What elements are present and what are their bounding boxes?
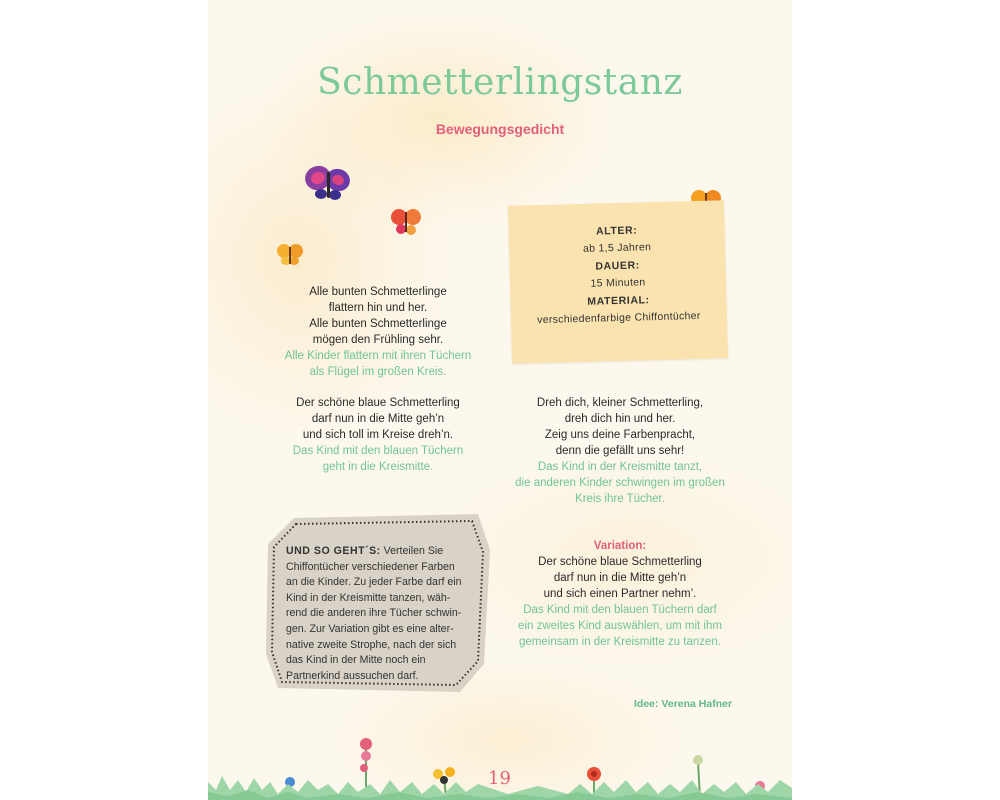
stanza-1 (268, 284, 488, 380)
stanza-3 (500, 395, 740, 507)
page-number: 19 (488, 768, 511, 789)
action-line: geht in die Kreismitte. (322, 461, 434, 473)
action-line: gemeinsam in der Kreismitte zu tanzen. (519, 636, 721, 648)
poem-line: darf nun in die Mitte geh’n (311, 413, 445, 425)
action-line: ein zweites Kind auswählen, um mit ihm (518, 620, 722, 632)
howto-line: Chiffontücher verschiedener Farben (286, 560, 455, 573)
page-subtitle: Bewegungsgedicht (435, 121, 565, 137)
howto-text (286, 544, 470, 684)
poem-line: Alle bunten Schmetterlinge (309, 286, 447, 298)
action-line: die anderen Kinder schwingen im großen (515, 477, 725, 489)
poem-line: und sich toll im Kreise dreh’n. (302, 429, 454, 441)
poem-line: Der schöne blaue Schmetterling (296, 397, 460, 409)
duration-label: DAUER: (595, 259, 640, 273)
howto-line: Partnerkind aussuchen darf. (286, 669, 419, 682)
age-value: ab 1,5 Jahren (582, 241, 652, 255)
credit-line: Idee: Verena Hafner (634, 698, 733, 710)
book-page (208, 0, 792, 800)
poem-line: Alle bunten Schmetterlinge (309, 318, 447, 330)
age-label: ALTER: (595, 224, 638, 238)
howto-line: rend die anderen ihre Tücher schwin- (286, 607, 462, 620)
howto-line: gen. Zur Variation gibt es eine alter- (286, 622, 454, 635)
poem-line: denn die gefällt uns sehr! (555, 445, 685, 457)
butterfly-purple-icon (304, 162, 354, 206)
material-value: verschiedenfarbige Chiffontücher (537, 309, 701, 327)
material-label: MATERIAL: (587, 294, 650, 308)
poem-line: dreh dich hin und her. (564, 413, 676, 425)
poem-line: Dreh dich, kleiner Schmetterling, (536, 397, 704, 409)
poem-line: mögen den Frühling sehr. (312, 334, 444, 346)
howto-line: an die Kinder. Zu jeder Farbe darf ein (286, 576, 462, 589)
poem-line: Der schöne blaue Schmetterling (538, 556, 702, 568)
howto-line: Verteilen Sie (380, 545, 444, 557)
howto-box (264, 514, 492, 694)
poem-line: Zeig uns deine Farbenpracht, (544, 429, 696, 441)
butterfly-red-icon (390, 206, 422, 238)
action-line: als Flügel im großen Kreis. (309, 366, 447, 378)
variation-label: Variation: (593, 540, 647, 552)
page-title: Schmetterlingstanz (317, 62, 683, 103)
stanza-2 (268, 395, 488, 475)
action-line: Das Kind mit den blauen Tüchern darf (523, 604, 717, 616)
action-line: Das Kind in der Kreismitte tanzt, (537, 461, 703, 473)
info-box (508, 200, 728, 364)
action-line: Das Kind mit den blauen Tüchern (292, 445, 464, 457)
action-line: Alle Kinder flattern mit ihren Tüchern (284, 350, 472, 362)
poem-line: flattern hin und her. (328, 302, 428, 314)
howto-line: Kind in der Kreismitte tanzen, wäh- (286, 591, 451, 604)
butterfly-orange-icon (276, 242, 304, 268)
action-line: Kreis ihre Tücher. (575, 493, 665, 505)
poem-line: und sich einen Partner nehm’. (543, 588, 697, 600)
poem-line: darf nun in die Mitte geh’n (553, 572, 687, 584)
duration-value: 15 Minuten (590, 276, 646, 290)
variation-block (500, 538, 740, 650)
howto-line: das Kind in der Mitte noch ein (286, 654, 426, 667)
howto-label: UND SO GEHT´S: (286, 545, 381, 557)
howto-line: native zweite Strophe, nach der sich (286, 638, 457, 651)
